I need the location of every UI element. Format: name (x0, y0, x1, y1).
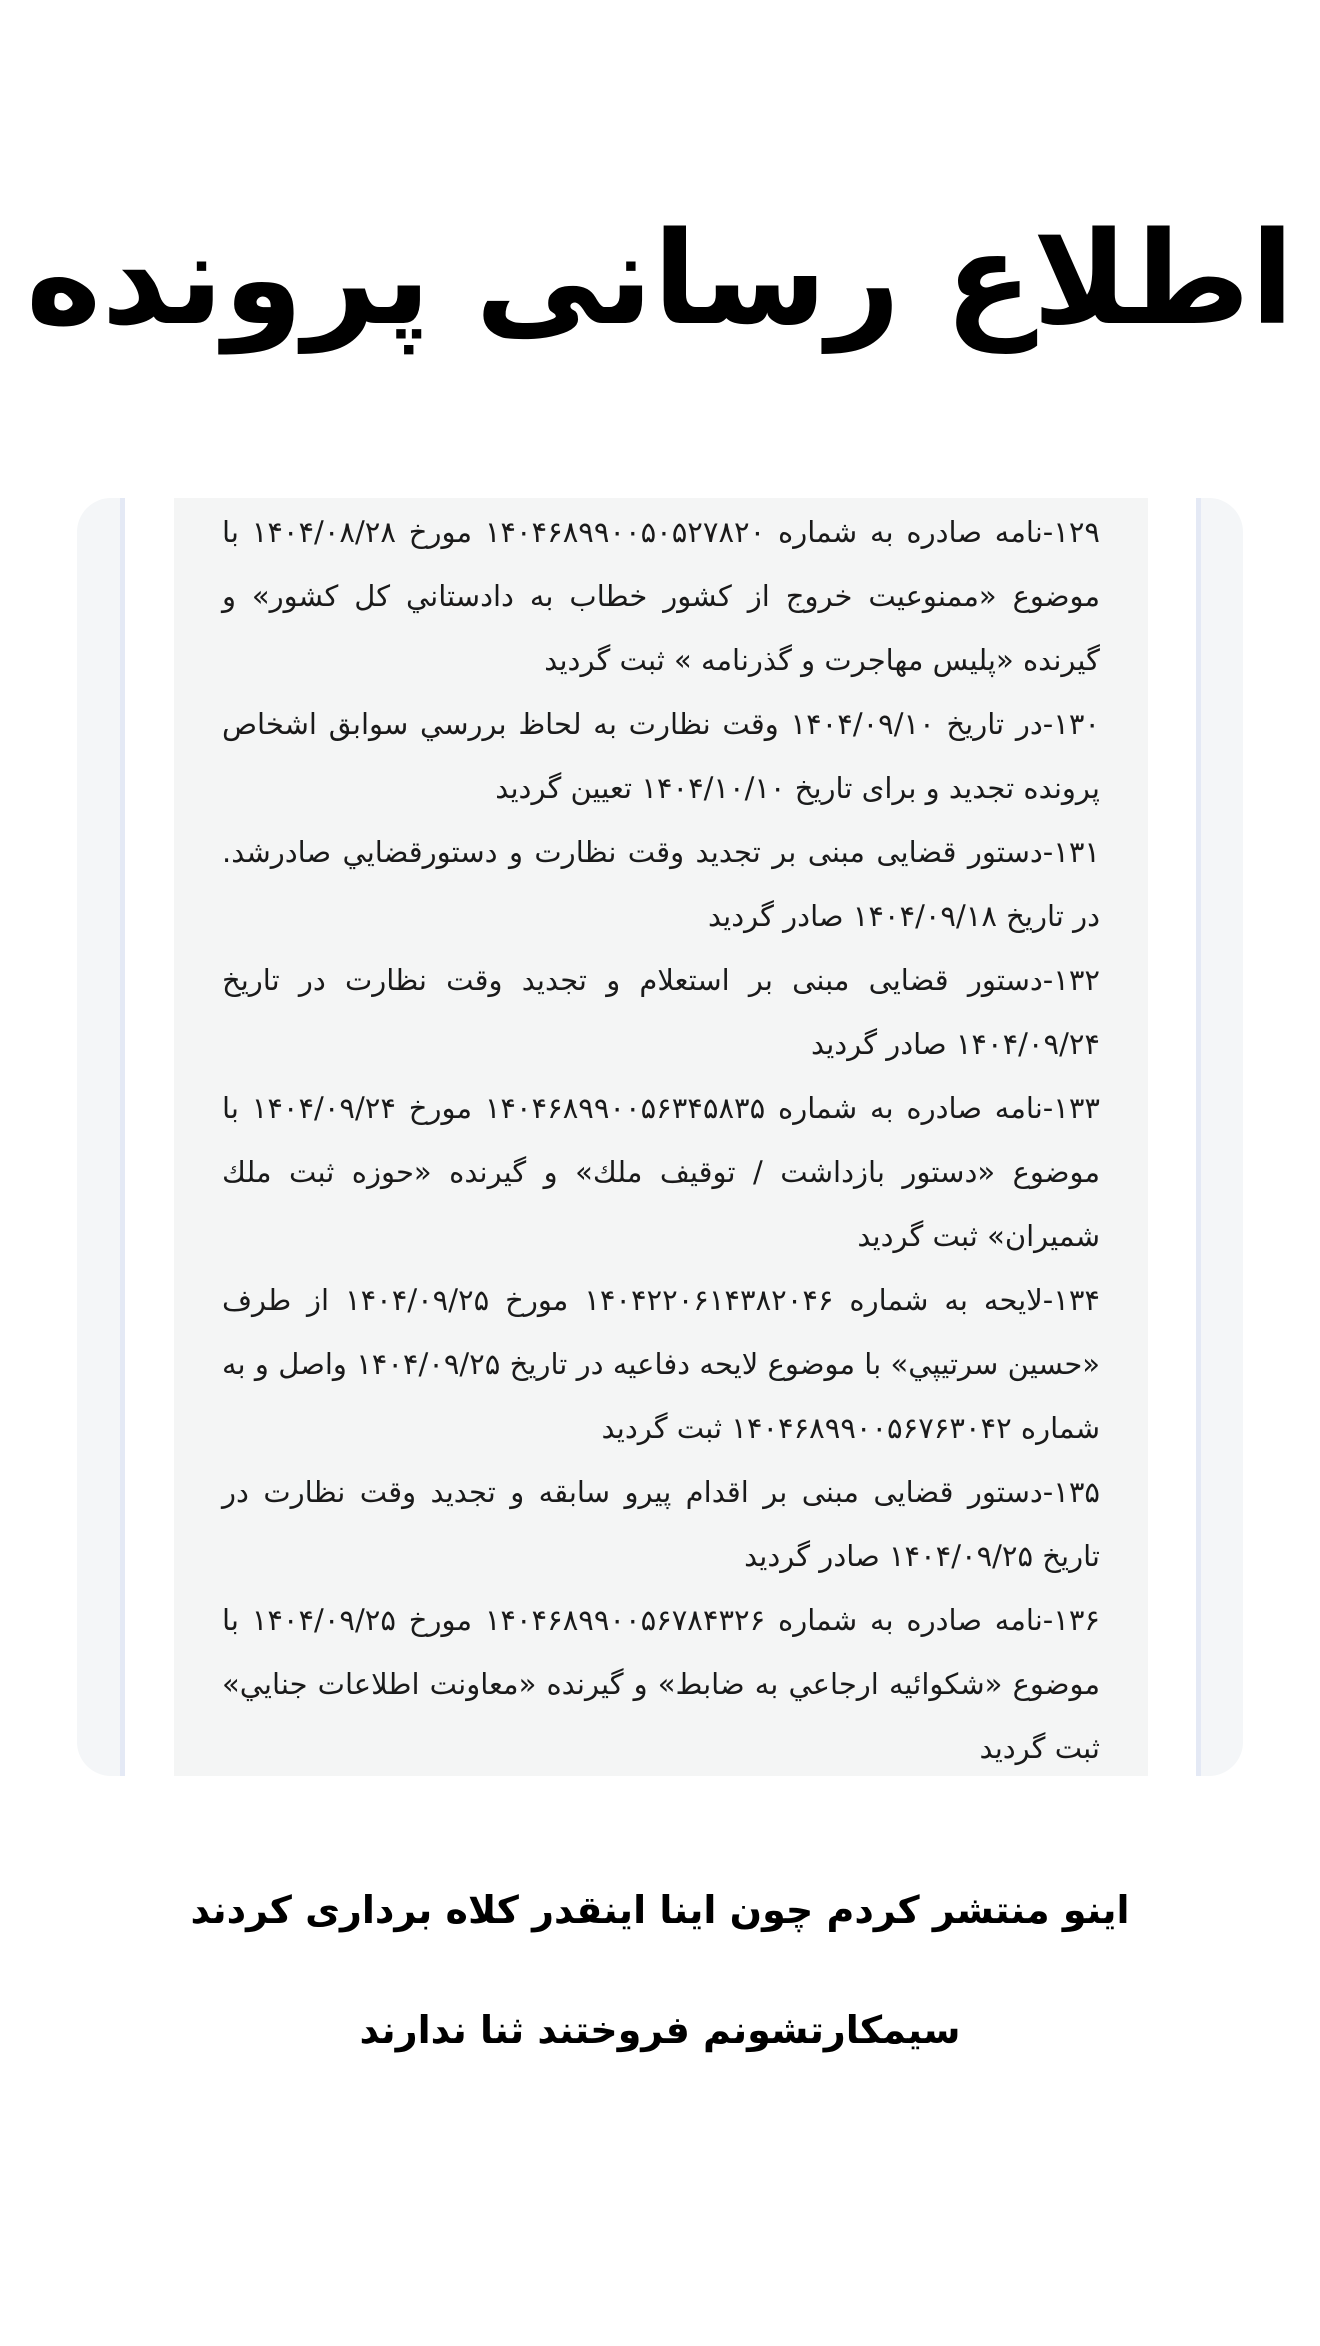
case-entry-135: ۱۳۵-دستور قضایی مبنی بر اقدام پیرو سابقه و تجدید وقت نظارت در تاریخ ۱۴۰۴/۰۹/۲۵ صادر گردید (222, 1475, 1100, 1573)
footer-caption (0, 1880, 1320, 2060)
case-entry-133: ۱۳۳-نامه صادره به شماره ۱۴۰۴۶۸۹۹۰۰۵۶۳۴۵۸۳۵ مورخ ۱۴۰۴/۰۹/۲۴ با موضوع «دستور بازداشت / توقيف ملك» و گیرنده «حوزه ثبت ملك شميران» ثبت گردید (222, 1091, 1100, 1253)
footer-caption-line-1: اینو منتشر کردم چون اینا اینقدر کلاه برداری کردند (190, 1888, 1130, 1932)
card-left-gutter (125, 498, 174, 1776)
case-entry-132: ۱۳۲-دستور قضایی مبنی بر استعلام و تجدید وقت نظارت در تاریخ ۱۴۰۴/۰۹/۲۴ صادر گردید (222, 963, 1100, 1061)
case-entry-134: ۱۳۴-لایحه به شماره ۱۴۰۴۲۲۰۶۱۴۳۸۲۰۴۶ مورخ ۱۴۰۴/۰۹/۲۵ از طرف «حسين سرتيپي» با موضوع لایحه دفاعیه در تاریخ ۱۴۰۴/۰۹/۲۵ واصل و به شماره ۱۴۰۴۶۸۹۹۰۰۵۶۷۶۳۰۴۲ ثبت گردید (222, 1283, 1100, 1445)
case-log-text (222, 500, 1100, 1780)
case-entry-131: ۱۳۱-دستور قضایی مبنی بر تجدید وقت نظارت و دستورقضايي صادرشد. در تاریخ ۱۴۰۴/۰۹/۱۸ صادر گردید (222, 835, 1100, 933)
case-entry-130: ۱۳۰-در تاریخ ۱۴۰۴/۰۹/۱۰ وقت نظارت به لحاظ بررسي سوابق اشخاص پرونده تجدید و برای تاریخ ۱۴۰۴/۱۰/۱۰ تعیین گردید (222, 707, 1100, 805)
footer-caption-line-2: سیمکارتشونم فروختند ثنا ندارند (359, 2008, 961, 2052)
case-entry-129: ۱۲۹-نامه صادره به شماره ۱۴۰۴۶۸۹۹۰۰۵۰۵۲۷۸۲۰ مورخ ۱۴۰۴/۰۸/۲۸ با موضوع «ممنوعیت خروج از کشور خطاب به دادستاني كل كشور» و گیرنده «پلیس مهاجرت و گذرنامه » ثبت گردید (222, 515, 1100, 677)
case-entry-136: ۱۳۶-نامه صادره به شماره ۱۴۰۴۶۸۹۹۰۰۵۶۷۸۴۳۲۶ مورخ ۱۴۰۴/۰۹/۲۵ با موضوع «شكوائيه ارجاعي به ضابط» و گیرنده «معاونت اطلاعات جنايي» ثبت گردید (222, 1603, 1100, 1765)
card-right-gutter (1148, 498, 1196, 1776)
card-right-edge (1196, 498, 1201, 1776)
page-title: اطلاع رسانی پرونده (25, 205, 1295, 354)
